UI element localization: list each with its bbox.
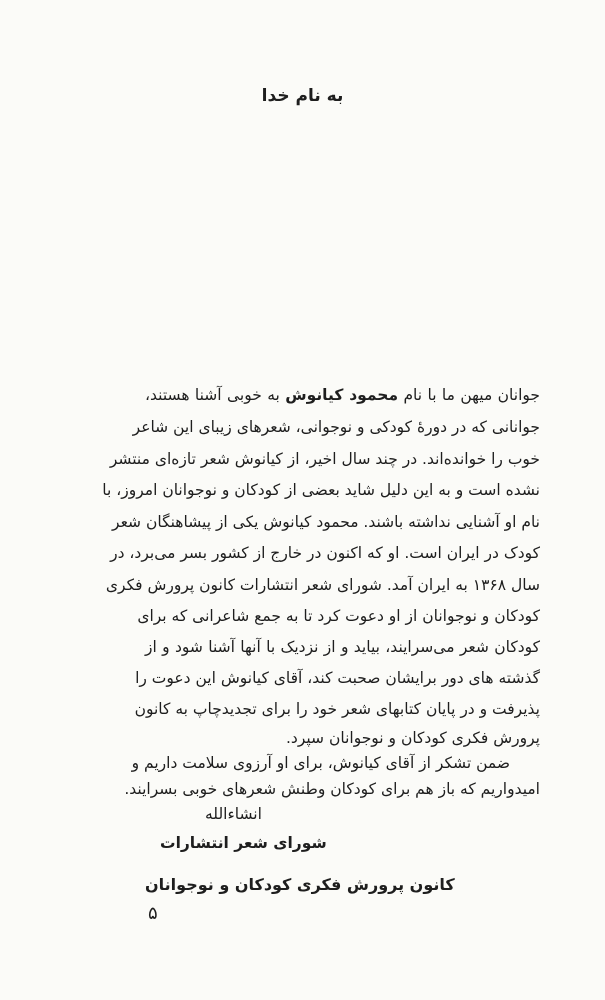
paragraph-line: نام او آشنایی نداشته باشند. محمود کیانوش یکی از پیشاهنگان شعر	[112, 513, 540, 531]
paragraph-line: پذیرفت و در پایان کتابهای شعر خود را برای تجدیدچاپ به کانون	[134, 700, 540, 718]
paragraph-line: کودک در ایران است. او که اکنون در خارج از کشور بسر می‌برد، در	[110, 544, 540, 562]
paragraph-line: نشده است و به این دلیل شاید بعضی از کودکان و نوجوانان امروز، با	[102, 481, 540, 499]
text-segment: به خوبی آشنا هستند،	[145, 386, 280, 404]
paragraph-line: پرورش فکری کودکان و نوجوانان سپرد.	[286, 729, 540, 747]
paragraph-line: جوانانی که در دورهٔ کودکی و نوجوانی، شعرهای زیبای این شاعر	[132, 418, 540, 436]
signature-council: شورای شعر انتشارات	[160, 834, 327, 852]
page-number: ۵	[148, 903, 158, 924]
paragraph-line: کودکان شعر می‌سرایند، بیاید و از نزدیک با آنها آشنا شود و از	[145, 638, 540, 656]
paragraph-line: کودکان و نوجوانان از او دعوت کرد تا به جمع شاعرانی که برای	[137, 607, 540, 625]
signature-organization: کانون پرورش فکری کودکان و نوجوانان	[145, 875, 455, 894]
text-segment: جوانان میهن ما با نام	[403, 386, 540, 404]
paragraph-line: ضمن تشکر از آقای کیانوش، برای او آرزوی سلامت داریم و	[131, 754, 510, 772]
paragraph-line: گذشته های دور برایشان صحبت کند، آقای کیانوش این دعوت را	[135, 669, 540, 687]
paragraph-line: خوب را خوانده‌اند. در چند سال اخیر، از کیانوش شعر تازه‌ای منتشر	[109, 450, 540, 468]
paragraph-line	[145, 384, 540, 406]
author-name: محمود کیانوش	[285, 386, 399, 404]
page-heading: به نام خدا	[261, 86, 344, 106]
closing-text: انشاءالله	[205, 805, 262, 823]
paragraph-line: سال ۱۳۶۸ به ایران آمد. شورای شعر انتشارات کانون پرورش فکری	[105, 576, 540, 594]
paragraph-line: امیدواریم که باز هم برای کودکان وطنش شعرهای خوبی بسرایند.	[124, 780, 540, 798]
